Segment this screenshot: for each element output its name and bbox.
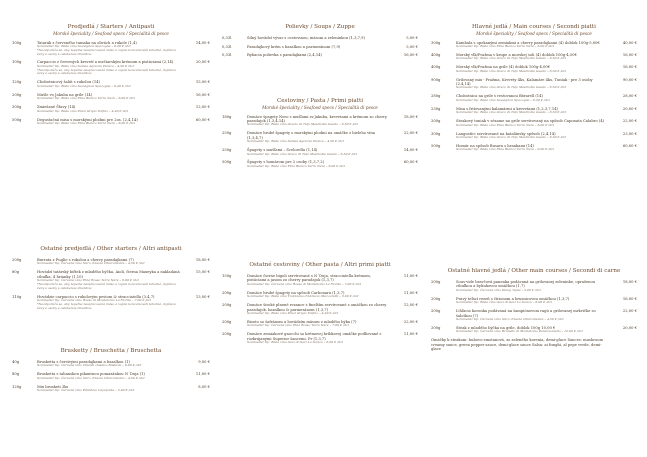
item-note: Sommelier tip: Červené víno Chianti classico Bastioni – 6,00 € /dcl bbox=[37, 363, 142, 368]
item-quantity: 120g bbox=[12, 384, 22, 389]
menu-item bbox=[12, 80, 210, 88]
menu-item bbox=[431, 53, 637, 61]
item-price: 11,00 € bbox=[403, 290, 418, 295]
item-note: Sommelier tip: Biele víno Pinot Grigio Tolfino – 4,20 € /dcl bbox=[247, 311, 339, 315]
item-quantity: 200g bbox=[431, 309, 441, 314]
menu-item bbox=[431, 65, 637, 73]
menu-section bbox=[12, 348, 210, 397]
item-price: 13,00 € bbox=[195, 294, 210, 299]
item-quantity: 80g bbox=[12, 372, 20, 377]
item-description bbox=[247, 274, 388, 287]
item-note: *Neodporúča sa, aby tepelne nespracované mäso a vajcia konzumovali tehotné, dojčiace ženy a osoby s oslabenou imunitou bbox=[37, 301, 176, 310]
item-description bbox=[247, 160, 388, 168]
item-price: 8,00 € bbox=[198, 384, 210, 389]
item-description bbox=[431, 338, 607, 351]
item-note: Sommelier tip: Biele víno Gavi di Gavi La Scolca – 6,00 € /dcl bbox=[247, 340, 343, 345]
item-price: 11,00 € bbox=[403, 332, 418, 337]
menu-item bbox=[431, 144, 637, 152]
menu-item bbox=[431, 94, 637, 102]
menu-item bbox=[222, 291, 418, 299]
item-description bbox=[456, 41, 607, 49]
item-quantity: 40g bbox=[12, 360, 20, 364]
item-note: Sommelier tip: Červené víno Nero d'Avola Chiaramonte – 4,50 € /dcl bbox=[37, 375, 145, 380]
section-title: Brusketty / Bruschetta / Bruschetta bbox=[60, 348, 162, 354]
menu-item bbox=[12, 118, 210, 126]
item-description bbox=[247, 131, 388, 144]
menu-item bbox=[12, 258, 210, 266]
item-note: Sommelier tip: Biele víno Gavi di Gavi La Scolca – 6,00 € /dcl bbox=[456, 300, 552, 305]
item-quantity: 400g bbox=[431, 65, 441, 70]
item-quantity: 100g bbox=[12, 40, 22, 45]
menu-item bbox=[431, 119, 637, 127]
section-title: Polievky / Soups / Zuppe bbox=[285, 24, 355, 30]
menu-section bbox=[12, 246, 210, 315]
item-name: Chobotnica na grile s restovanou fibrarell (14) bbox=[456, 94, 543, 99]
item-price: 60,00 € bbox=[403, 160, 418, 165]
item-note: Sommelier tip: Červené víno Rosso di Montalcino La Fiorita – 7,00 € /dcl bbox=[37, 298, 152, 303]
item-note: Sommelier tip: Biele víno Pinot Grigio Tolfino – 4,20 € /dcl bbox=[37, 108, 129, 113]
item-name: Paradajkový krém s bazalkou a parmezánom (7,9) bbox=[247, 44, 341, 49]
item-price: 28,00 € bbox=[622, 94, 637, 99]
item-quantity: 200g bbox=[431, 280, 441, 284]
menu-item bbox=[222, 303, 418, 316]
item-name: Tatarák z červeného tuniaka na olivách a rukole (1,4) bbox=[37, 40, 137, 45]
menu-item bbox=[222, 332, 418, 345]
item-price: 90,00 € bbox=[622, 77, 637, 82]
item-description bbox=[456, 78, 607, 91]
item-description bbox=[456, 297, 607, 305]
item-quantity: 400g bbox=[431, 52, 441, 57]
item-name: Rizoto so šafránom a hovädzím mäsom z mladého býka (7) bbox=[247, 319, 357, 324]
item-description bbox=[456, 280, 607, 293]
section-title: Predjedlá / Starters / Antipasti bbox=[67, 24, 155, 30]
item-description bbox=[37, 60, 180, 76]
menu-section bbox=[12, 24, 210, 130]
item-price: 14,00 € bbox=[195, 40, 210, 45]
item-note: Sommelier tip: Biele víno Sauvignon Specogna – 6,20 € /dcl bbox=[456, 97, 550, 102]
item-note: Sommelier tip: Červené víno Nero d'Avola Chiaramonte – 4,50 € /dcl bbox=[37, 261, 145, 266]
menu-item bbox=[431, 280, 637, 293]
item-description bbox=[37, 118, 180, 126]
item-price: 9,00 € bbox=[198, 360, 210, 364]
item-note: Sommelier tip: Biele víno Greco di Tufo Mastrodia Guado – 6,50 € /dcl bbox=[456, 135, 567, 140]
item-description bbox=[37, 258, 180, 266]
section-title: Cestoviny / Pasta / Primi piatti bbox=[276, 98, 364, 104]
menu-item bbox=[222, 131, 418, 144]
item-description bbox=[247, 320, 388, 328]
item-price: 20,00 € bbox=[622, 106, 637, 111]
item-description bbox=[456, 107, 607, 115]
item-description bbox=[37, 385, 180, 393]
item-quantity: 110g bbox=[12, 294, 22, 299]
item-note: Sommelier tip: Červené víno Primitivo Capofonte – 5,00 € /dcl bbox=[37, 388, 135, 393]
item-description bbox=[37, 41, 180, 57]
item-price: 12,00 € bbox=[195, 105, 210, 110]
item-name: Burrata z Puglie s rukolou a cherry paradajkami (7) bbox=[37, 258, 134, 262]
item-note: Sommelier tip: Biele víno Etna Bianco Terre Nere – 6,00 € /dcl bbox=[456, 43, 555, 48]
menu-item bbox=[431, 297, 637, 305]
item-name: Chobotnicový šalát s rukolou (14) bbox=[37, 80, 100, 85]
item-name: Brusketta s talianskou pikantnou pomazánkou N´Duja (1) bbox=[37, 372, 145, 377]
item-quantity: 150g bbox=[222, 274, 232, 278]
item-quantity: 100g bbox=[12, 60, 22, 65]
item-quantity: 120g bbox=[12, 80, 22, 85]
item-quantity: 200g bbox=[222, 319, 232, 324]
section-subtitle: Morské špeciality / Seafood specs / Specialità di pesce bbox=[53, 31, 169, 36]
item-note: Sommelier tip: Biele víno Etna Bianco Terre Nere – 6,00 € /dcl bbox=[37, 96, 136, 101]
item-price: 22,00 € bbox=[622, 119, 637, 124]
item-name: Misa s fritovanými kalamármi a krevetami (1,2,3,7,14) bbox=[456, 106, 558, 111]
item-quantity: 500g bbox=[12, 117, 22, 122]
item-name: Carpaccio z červených krevetí a mečiarským krémom a pistáciami (2,14) bbox=[37, 60, 174, 65]
item-price: 60,00 € bbox=[195, 117, 210, 122]
item-name: Ichľacia koronka podávaná na šampiónovom ragú a grilovanej mrkvičke so šalotkou (7) bbox=[456, 309, 596, 318]
item-name: Mix brusketi 3ks bbox=[37, 384, 69, 389]
section-subtitle: Morské špeciality / Seafood specs / Specialità di pesce bbox=[476, 31, 592, 36]
item-name: Pravý teľací rezeň s čírionom a brusnicovou omáčkou (1,3,7) bbox=[456, 296, 570, 301]
menu-item bbox=[12, 360, 210, 368]
item-name: Rybacia polievka s paradajkami (2,4,14) bbox=[247, 53, 322, 58]
item-quantity: 200g bbox=[12, 258, 22, 262]
menu-item bbox=[431, 326, 637, 334]
item-quantity: 300g bbox=[431, 40, 441, 45]
item-price: 22,00 € bbox=[622, 309, 637, 314]
item-price: 22,00 € bbox=[403, 131, 418, 136]
item-note: Sommelier tip: Biele víno Etna Bianco Terre Nere – 6,00 € /dcl bbox=[456, 122, 555, 127]
menu-item bbox=[12, 372, 210, 380]
item-description bbox=[247, 332, 388, 345]
item-quantity: 250g bbox=[222, 148, 232, 153]
item-quantity: 200g bbox=[12, 92, 22, 97]
item-quantity: 0,33l bbox=[222, 53, 232, 58]
item-price: 18,00 € bbox=[403, 114, 418, 119]
item-description bbox=[37, 360, 180, 368]
item-description bbox=[247, 45, 388, 49]
item-description bbox=[37, 105, 180, 113]
item-note: Sommelier tip: Biele víno Greco di Tufo Mastrodia Guado – 6,50 € /dcl bbox=[456, 85, 567, 90]
menu-item bbox=[222, 160, 418, 168]
item-note: Sommelier tip: Červené víno Etna Rosso Terre Nere – 7,00 € /dcl bbox=[247, 323, 349, 328]
item-price: 16,00 € bbox=[622, 296, 637, 301]
menu-section bbox=[222, 262, 418, 349]
menu-item bbox=[222, 53, 418, 57]
item-note: Sommelier tip: Červené víno Nero d'Avola Chiaramonte – 4,50 € /dcl bbox=[456, 317, 564, 321]
menu-item bbox=[431, 132, 637, 140]
item-name: Zmiešané Šťavy (14) bbox=[37, 105, 76, 110]
item-price: 40,00 € bbox=[622, 40, 637, 45]
item-description bbox=[456, 53, 607, 61]
item-price: 60,00 € bbox=[622, 144, 637, 149]
section-title: Ostatné predjedlá / Other starters / Altri antipasti bbox=[40, 246, 182, 252]
menu-item bbox=[431, 338, 637, 351]
item-description bbox=[247, 115, 388, 128]
item-name: Steak z mladého býčka na grile, doblok 100g 10,00 € bbox=[456, 325, 556, 330]
section-subtitle: Morské špeciality / Seafood specs / Specialità di pesce bbox=[262, 105, 378, 110]
item-name: Domáce hrubé špagety na spôsob Carbonara (1,3,7) bbox=[247, 290, 345, 295]
item-name: Morský vlk/Pražma v krupe a morskej soli (4) doblok 100g-4,50€ bbox=[456, 52, 577, 57]
item-note: Sommelier tip: Biele víno Etna Bianco Terre Nere – 6,00 € /dcl bbox=[37, 121, 136, 126]
item-price: 16,00 € bbox=[622, 52, 637, 57]
item-price: 16,00 € bbox=[403, 53, 418, 58]
item-name: Morský vlk/Pražma na grile (4) doblok 100g-4,00€ bbox=[456, 65, 551, 70]
item-price: 12,00 € bbox=[403, 303, 418, 308]
menu-item bbox=[222, 36, 418, 40]
item-description bbox=[456, 309, 607, 322]
item-note: *Neodporúča sa, aby tepelne nespracované mäso a vajcia konzumovali tehotné, dojčiace ženy a osoby s oslabenou imunitou bbox=[37, 67, 176, 76]
item-note: Sommelier tip: Biele víno Greco di Tufo Mastrodia Guado – 6,50 € /dcl bbox=[247, 151, 358, 156]
item-price: 5,00 € bbox=[406, 44, 418, 49]
item-name: Špagety s homárom pre 2 osoby (1,3,7,2) bbox=[247, 160, 325, 165]
item-name: Sous-vide bravčová panenka podávaná na grilovanej zeleninke, opraženou cibuľkou a bylinkovou omáčkou (1,7) bbox=[456, 280, 596, 289]
item-note: *Neodporúča sa, aby tepelne nespracované mäso a vajcia konzumovali tehotné, dojčiace ženy a osoby s oslabenou imunitou bbox=[37, 282, 176, 290]
item-name: Domáce zemiakové gnocchi so krémovej hríbkovej omáčke podlievané s rozkrájanými Superior šancemi. Pr (1,3,7) bbox=[247, 332, 382, 341]
item-name: Grilovaný mix - Pražma, Krevety 4ks, Kalamáre 4ks, Tuniak - pre 3 osoby (2,4,14) bbox=[456, 77, 593, 87]
item-note: Sommelier tip: Biele víno Trebbiano d'Abruzzo Maccaretti – 5,00 € /dcl bbox=[247, 294, 359, 299]
item-note: Sommelier tip: Biele víno Etna Bianco Terre Nere – 6,00 € /dcl bbox=[247, 163, 346, 168]
item-name: Silný hovädzí vývar s cestovinou, mäsom a zeleninkou (1,3,7,9) bbox=[247, 36, 365, 40]
item-price: 18,00 € bbox=[622, 280, 637, 284]
item-quantity: 200g bbox=[431, 119, 441, 124]
menu-item bbox=[222, 274, 418, 287]
menu-item bbox=[431, 78, 637, 91]
item-description bbox=[37, 270, 180, 290]
menu-section bbox=[431, 24, 637, 156]
item-description bbox=[37, 372, 180, 380]
item-note: Sommelier tip: Biele víno Greco di Tufo Mastrodia Guado – 6,50 € /dcl bbox=[456, 56, 567, 61]
item-quantity: 900g bbox=[431, 77, 441, 82]
item-note: Sommelier tip: Červené víno Dunaj Tajná – 5,00 € /dcl bbox=[456, 287, 541, 292]
item-description bbox=[247, 291, 388, 299]
item-note: Sommelier tip: Biele víno Grecio di Tufo Mastrodia Guado – 6,50 € /dcl bbox=[247, 122, 359, 127]
item-name: Brusketta s čerstvými paradajkami a bazalkou (1) bbox=[37, 360, 130, 364]
item-note: Sommelier tip: Biele víno Sauvignon Specogna – 6,20 € /dcl bbox=[37, 83, 131, 88]
item-price: 20,00 € bbox=[195, 60, 210, 65]
item-note: Sommelier tip: Biele víno Samas Agricola Punica – 4,50 € /dcl bbox=[247, 139, 344, 144]
item-quantity: 200g bbox=[431, 325, 441, 330]
item-quantity: 300g bbox=[431, 131, 441, 136]
item-description bbox=[247, 36, 388, 40]
item-description bbox=[247, 53, 388, 57]
section-title: Hlavné jedlá / Main courses / Secondi piatti bbox=[472, 24, 596, 30]
item-quantity: 0,33l bbox=[222, 44, 232, 49]
item-quantity: 300g bbox=[12, 105, 22, 110]
item-price: 15,00 € bbox=[195, 80, 210, 85]
item-name: Degustačná misa s morskými plodmi pre 2os. (2,4,14) bbox=[37, 117, 138, 122]
item-price: 11,00 € bbox=[195, 372, 210, 377]
item-name: Omáčky k steakom: hubovo-smotanová, zo zeleného korenia, demi-glace Sauces: mushroom creamy sauce, green pepper sauce, demi-glace sauce Salsa: ai funghi, al pepe verde, demi-glace bbox=[431, 338, 603, 352]
section-title: Ostatné cestoviny / Other pasta / Altri primi piatti bbox=[249, 262, 391, 268]
item-quantity: 180g bbox=[222, 114, 232, 119]
item-description bbox=[37, 93, 180, 101]
item-quantity: 80g bbox=[12, 270, 20, 275]
menu-section bbox=[431, 268, 637, 356]
item-description bbox=[456, 326, 607, 334]
menu-item bbox=[222, 45, 418, 49]
item-note: Sommelier tip: Biele víno Samas Agricola Punica – 4,50 € /dcl bbox=[37, 63, 134, 68]
menu-item bbox=[12, 295, 210, 311]
item-quantity: 200g bbox=[222, 332, 232, 337]
menu-item bbox=[12, 105, 210, 113]
item-note: Sommelier tip: Biele víno Sauvignon Specogna – 6,20 € /dcl bbox=[37, 43, 131, 48]
item-name: Steakový tuniak v sézame na grile servírovaný na spôsob Caponata Calabro (4) bbox=[456, 119, 605, 124]
menu-section bbox=[222, 98, 418, 173]
menu-item bbox=[12, 60, 210, 76]
menu-item bbox=[12, 385, 210, 393]
item-name: Domáce široké plnené rezance s finelším servírované s omáčkou zo cherry paradajok, bazalkou & parmezánom (1,3,7) bbox=[247, 303, 387, 312]
item-quantity: 280g bbox=[431, 94, 441, 99]
item-price: 15,00 € bbox=[195, 270, 210, 275]
section-title: Ostatné hlavné jedlá / Other main courses / Secondi di carne bbox=[447, 268, 621, 274]
item-quantity: 250g bbox=[222, 131, 232, 136]
item-price: 20,00 € bbox=[622, 325, 637, 330]
menu-item bbox=[222, 320, 418, 328]
item-name: Domáce špagety Nero s mušľami sv.Jakuba, krevetami a krémom zo cherry paradajok (1,3,4,14) bbox=[247, 114, 388, 123]
item-description bbox=[37, 80, 180, 88]
item-price: 23,00 € bbox=[622, 131, 637, 136]
item-note: Sommelier tip: Červené víno Etna Rosso Terre Nere – 6,00 € /dcl bbox=[37, 278, 139, 283]
item-note: *Neodporúča sa, aby tepelne nespracované mäso a vajcia konzumovali tehotné, dojčiace ženy a osoby s oslabenou imunitou bbox=[37, 47, 176, 56]
menu-item bbox=[431, 41, 637, 49]
item-note: Sommelier tip: Biele víno Etna Bianco Terre Nere – 6,00 € /dcl bbox=[456, 147, 555, 152]
item-description bbox=[456, 132, 607, 140]
item-description bbox=[247, 148, 388, 156]
menu-item bbox=[12, 93, 210, 101]
item-name: Domáce čierne bigoli servírované s N´Duja, stracciatella krémom, pistáciami a jasom zo cherry paradajok (1,3,7) bbox=[247, 274, 371, 283]
item-description bbox=[456, 65, 607, 73]
menu-item bbox=[12, 41, 210, 57]
menu-item bbox=[222, 115, 418, 128]
item-price: 11,00 € bbox=[403, 274, 418, 278]
item-quantity: 200g bbox=[431, 296, 441, 301]
item-price: 16,00 € bbox=[622, 65, 637, 70]
item-name: Špagety s mušľami – Scelorella (1,14) bbox=[247, 148, 318, 153]
item-name: Kambala s opekanými zemiakmi a cherry paradajkami (4) doblok 100g-5,00€ bbox=[456, 40, 600, 45]
item-name: Hovädzí tatárský biftek z mladého býčka, Aioli, čierna Maxeyka a nakladaná cibuľka, 4 hrianky (1,10) bbox=[37, 270, 180, 279]
item-note: Sommelier tip: Červené víno Rosso di Montalcino La Fiorita – 7,00 € /dcl bbox=[247, 281, 362, 286]
item-note: Sommelier tip: Červené víno Brunello di Montalcino Paniccioniello – 12,00 € /dcl bbox=[456, 329, 583, 334]
item-price: 22,00 € bbox=[403, 319, 418, 324]
item-quantity: 200g bbox=[222, 303, 232, 308]
item-name: Domáce hrubé špagety s morskými plodmi na omáčke z bieleho vína (1,3,4,7) bbox=[247, 131, 375, 140]
menu-section bbox=[222, 24, 418, 62]
item-description bbox=[247, 303, 388, 316]
item-description bbox=[37, 295, 180, 311]
item-price: 18,00 € bbox=[195, 258, 210, 262]
item-price: 5,00 € bbox=[406, 36, 418, 40]
item-quantity: 500g bbox=[222, 160, 232, 165]
item-name: Langustíci servírované na katalánsky spôsob (2,4,14) bbox=[456, 131, 556, 136]
item-name: Homár na spôsob Busara s hrankami (14) bbox=[456, 144, 534, 149]
item-description bbox=[456, 119, 607, 127]
menu-item bbox=[431, 107, 637, 115]
menu-item bbox=[222, 148, 418, 156]
item-name: Hovädzie carpaccio s rukolovým pestom & stracciatella (3,4,7) bbox=[37, 294, 155, 299]
item-name: Mušle vo Jakuba na grile (14) bbox=[37, 92, 93, 97]
item-price: 16,00 € bbox=[195, 92, 210, 97]
item-description bbox=[456, 94, 607, 102]
item-quantity: 230g bbox=[431, 106, 441, 111]
item-price: 14,00 € bbox=[403, 148, 418, 153]
menu-item bbox=[12, 270, 210, 290]
item-quantity: 0,33l bbox=[222, 36, 232, 40]
item-quantity: 500g bbox=[431, 144, 441, 149]
item-note: Sommelier tip: Biele víno Greco di Tufo Mastrodia Guado – 6,50 € /dcl bbox=[456, 110, 567, 115]
item-description bbox=[456, 144, 607, 152]
item-note: Sommelier tip: Biele víno Greco di Tufo Mastrodia Guado – 6,50 € /dcl bbox=[456, 68, 567, 73]
item-quantity: 200g bbox=[222, 290, 232, 295]
menu-item bbox=[431, 309, 637, 322]
